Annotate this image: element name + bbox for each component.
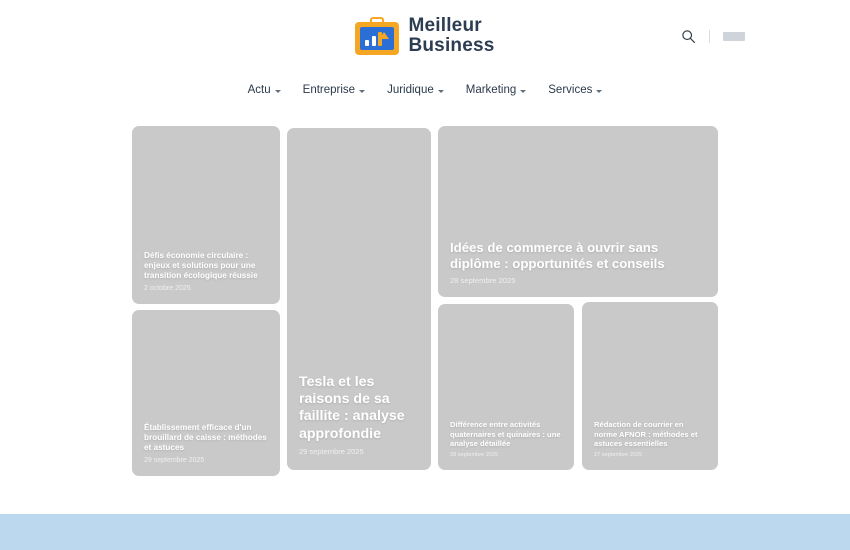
article-title: Défis économie circulaire : enjeux et solutions pour une transition écologique réussie <box>144 251 258 280</box>
language-switcher[interactable] <box>723 32 745 41</box>
article-card[interactable] <box>582 302 718 470</box>
footer-band <box>0 514 850 550</box>
chevron-down-icon <box>438 90 444 93</box>
chevron-down-icon <box>520 90 526 93</box>
nav-item-marketing[interactable] <box>466 84 527 96</box>
article-title: Différence entre activités quaternaires et quinaires : une analyse détaillée <box>450 420 561 448</box>
logo-line-2: Business <box>408 35 495 56</box>
nav-label: Services <box>548 84 593 96</box>
chevron-down-icon <box>275 90 281 93</box>
article-card-overlay <box>132 413 280 476</box>
article-title: Établissement efficace d'un brouillard de caisse : méthodes et astuces <box>144 423 267 452</box>
chevron-down-icon <box>596 90 602 93</box>
nav-item-services[interactable] <box>548 84 602 96</box>
site-logo[interactable] <box>355 16 494 56</box>
nav-item-actu[interactable] <box>248 84 281 96</box>
nav-label: Juridique <box>387 84 434 96</box>
article-title: Idées de commerce à ouvrir sans diplôme : opportunités et conseils <box>450 239 665 271</box>
header-divider <box>709 30 710 43</box>
article-title: Tesla et les raisons de sa faillite : analyse approfondie <box>299 373 405 442</box>
article-date: 29 septembre 2025 <box>299 447 364 456</box>
article-card[interactable] <box>132 310 280 476</box>
site-header <box>0 0 850 72</box>
article-card-overlay <box>287 364 431 470</box>
chart-screen-icon <box>360 27 394 50</box>
briefcase-chart-icon <box>355 17 399 55</box>
logo-wordmark <box>408 16 494 56</box>
article-card[interactable] <box>438 304 574 470</box>
article-date: 28 septembre 2025 <box>450 452 499 458</box>
article-card-overlay <box>438 230 718 297</box>
article-date: 29 septembre 2025 <box>144 457 205 464</box>
article-card[interactable] <box>438 126 718 297</box>
nav-label: Marketing <box>465 84 517 96</box>
nav-item-entreprise[interactable] <box>303 84 365 96</box>
article-date: 2 octobre 2025 <box>144 285 191 292</box>
article-card-overlay <box>132 241 280 304</box>
article-date: 28 septembre 2025 <box>450 276 516 285</box>
article-title: Rédaction de courrier en norme AFNOR : méthodes et astuces essentielles <box>594 420 698 448</box>
chevron-down-icon <box>359 90 365 93</box>
article-card-overlay <box>582 410 718 470</box>
search-icon[interactable] <box>681 29 696 44</box>
main-navigation <box>0 72 850 108</box>
nav-label: Entreprise <box>302 84 356 96</box>
article-date: 27 septembre 2025 <box>594 452 643 458</box>
up-arrow-icon <box>379 32 389 39</box>
header-actions <box>681 29 745 44</box>
article-card-overlay <box>438 410 574 470</box>
article-card[interactable] <box>287 128 431 470</box>
nav-item-juridique[interactable] <box>387 84 444 96</box>
logo-line-1: Meilleur <box>408 15 482 37</box>
article-card[interactable] <box>132 126 280 304</box>
article-grid <box>132 126 718 476</box>
nav-label: Actu <box>247 84 271 96</box>
